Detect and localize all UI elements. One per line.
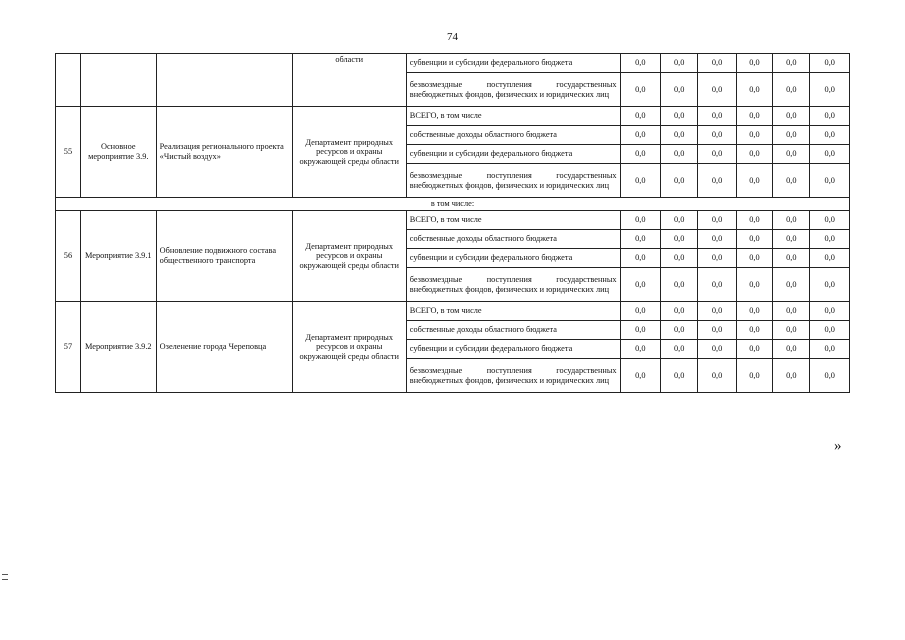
cell-type: Основное мероприятие 3.9. xyxy=(80,107,156,198)
cell-value: 0,0 xyxy=(810,164,850,198)
cell-value: 0,0 xyxy=(810,359,850,393)
cell-value: 0,0 xyxy=(661,268,698,302)
cell-value: 0,0 xyxy=(698,126,736,145)
table-row xyxy=(56,211,850,230)
cell-value: 0,0 xyxy=(698,73,736,107)
cell-value: 0,0 xyxy=(620,321,660,340)
scan-edge-mark xyxy=(2,574,8,580)
cell-value: 0,0 xyxy=(736,268,772,302)
cell-source: ВСЕГО, в том числе xyxy=(406,302,620,321)
cell-source: субвенции и субсидии федерального бюджета xyxy=(406,145,620,164)
cell-value: 0,0 xyxy=(736,359,772,393)
cell-value: 0,0 xyxy=(736,54,772,73)
table-row xyxy=(56,302,850,321)
cell-value: 0,0 xyxy=(810,126,850,145)
cell-executor: области xyxy=(292,54,406,107)
cell-name xyxy=(156,54,292,107)
cell-value: 0,0 xyxy=(698,340,736,359)
cell-type: Мероприятие 3.9.2 xyxy=(80,302,156,393)
cell-value: 0,0 xyxy=(620,126,660,145)
cell-executor: Департамент природных ресурсов и охраны окружающей среды области xyxy=(292,211,406,302)
cell-value: 0,0 xyxy=(620,340,660,359)
cell-value: 0,0 xyxy=(773,54,810,73)
cell-value: 0,0 xyxy=(773,321,810,340)
cell-source: безвозмездные поступления государственных внебюджетных фондов, физических и юридических лиц xyxy=(406,268,620,302)
cell-value: 0,0 xyxy=(620,54,660,73)
cell-value: 0,0 xyxy=(620,302,660,321)
cell-executor: Департамент природных ресурсов и охраны окружающей среды области xyxy=(292,302,406,393)
cell-value: 0,0 xyxy=(661,359,698,393)
cell-value: 0,0 xyxy=(661,211,698,230)
cell-value: 0,0 xyxy=(661,145,698,164)
cell-value: 0,0 xyxy=(661,340,698,359)
cell-value: 0,0 xyxy=(773,359,810,393)
cell-value: 0,0 xyxy=(810,340,850,359)
table-row xyxy=(56,198,850,211)
closing-quote-mark: » xyxy=(834,438,842,454)
cell-value: 0,0 xyxy=(736,126,772,145)
cell-value: 0,0 xyxy=(620,230,660,249)
cell-value: 0,0 xyxy=(620,73,660,107)
cell-value: 0,0 xyxy=(810,249,850,268)
cell-value: 0,0 xyxy=(736,107,772,126)
cell-value: 0,0 xyxy=(620,107,660,126)
cell-source: безвозмездные поступления государственных внебюджетных фондов, физических и юридических лиц xyxy=(406,73,620,107)
cell-executor: Департамент природных ресурсов и охраны окружающей среды области xyxy=(292,107,406,198)
cell-value: 0,0 xyxy=(620,211,660,230)
cell-value: 0,0 xyxy=(773,126,810,145)
cell-source: безвозмездные поступления государственных внебюджетных фондов, физических и юридических лиц xyxy=(406,359,620,393)
cell-value: 0,0 xyxy=(620,164,660,198)
cell-value: 0,0 xyxy=(698,268,736,302)
funding-table xyxy=(55,53,850,393)
cell-value: 0,0 xyxy=(698,211,736,230)
cell-type xyxy=(80,54,156,107)
cell-value: 0,0 xyxy=(736,302,772,321)
cell-value: 0,0 xyxy=(736,321,772,340)
cell-num xyxy=(56,54,81,107)
cell-value: 0,0 xyxy=(810,268,850,302)
cell-type: Мероприятие 3.9.1 xyxy=(80,211,156,302)
cell-value: 0,0 xyxy=(661,321,698,340)
cell-value: 0,0 xyxy=(773,230,810,249)
cell-value: 0,0 xyxy=(736,164,772,198)
cell-value: 0,0 xyxy=(773,340,810,359)
cell-value: 0,0 xyxy=(773,107,810,126)
cell-value: 0,0 xyxy=(698,302,736,321)
cell-source: безвозмездные поступления государственных внебюджетных фондов, физических и юридических лиц xyxy=(406,164,620,198)
cell-value: 0,0 xyxy=(810,302,850,321)
cell-value: 0,0 xyxy=(773,268,810,302)
cell-value: 0,0 xyxy=(810,73,850,107)
cell-num: 57 xyxy=(56,302,81,393)
cell-value: 0,0 xyxy=(698,107,736,126)
cell-value: 0,0 xyxy=(698,359,736,393)
cell-source: ВСЕГО, в том числе xyxy=(406,211,620,230)
cell-value: 0,0 xyxy=(661,126,698,145)
cell-value: 0,0 xyxy=(810,321,850,340)
cell-source: субвенции и субсидии федерального бюджета xyxy=(406,340,620,359)
cell-value: 0,0 xyxy=(810,145,850,164)
cell-value: 0,0 xyxy=(773,73,810,107)
cell-value: 0,0 xyxy=(620,268,660,302)
cell-value: 0,0 xyxy=(661,230,698,249)
cell-value: 0,0 xyxy=(698,145,736,164)
cell-value: 0,0 xyxy=(773,249,810,268)
table-row xyxy=(56,54,850,73)
cell-value: 0,0 xyxy=(698,321,736,340)
cell-value: 0,0 xyxy=(736,211,772,230)
cell-value: 0,0 xyxy=(661,249,698,268)
cell-value: 0,0 xyxy=(810,211,850,230)
cell-value: 0,0 xyxy=(736,145,772,164)
cell-value: 0,0 xyxy=(810,54,850,73)
cell-value: 0,0 xyxy=(810,230,850,249)
table-row xyxy=(56,107,850,126)
cell-value: 0,0 xyxy=(698,249,736,268)
cell-value: 0,0 xyxy=(620,249,660,268)
cell-value: 0,0 xyxy=(773,164,810,198)
page-number: 74 xyxy=(447,31,458,43)
cell-value: 0,0 xyxy=(736,73,772,107)
cell-source: собственные доходы областного бюджета xyxy=(406,126,620,145)
cell-value: 0,0 xyxy=(810,107,850,126)
cell-num: 55 xyxy=(56,107,81,198)
cell-value: 0,0 xyxy=(661,302,698,321)
cell-value: 0,0 xyxy=(773,211,810,230)
cell-name: Озеленение города Череповца xyxy=(156,302,292,393)
cell-name: Реализация регионального проекта «Чистый воздух» xyxy=(156,107,292,198)
cell-source: собственные доходы областного бюджета xyxy=(406,321,620,340)
cell-value: 0,0 xyxy=(661,164,698,198)
cell-value: 0,0 xyxy=(620,359,660,393)
cell-value: 0,0 xyxy=(773,302,810,321)
cell-value: 0,0 xyxy=(661,73,698,107)
cell-value: 0,0 xyxy=(736,249,772,268)
cell-value: 0,0 xyxy=(661,54,698,73)
cell-value: 0,0 xyxy=(736,340,772,359)
cell-value: 0,0 xyxy=(620,145,660,164)
cell-value: 0,0 xyxy=(698,54,736,73)
cell-source: субвенции и субсидии федерального бюджета xyxy=(406,249,620,268)
in-that-note: в том числе: xyxy=(56,198,850,211)
cell-value: 0,0 xyxy=(773,145,810,164)
cell-value: 0,0 xyxy=(698,230,736,249)
cell-value: 0,0 xyxy=(661,107,698,126)
cell-value: 0,0 xyxy=(736,230,772,249)
cell-source: ВСЕГО, в том числе xyxy=(406,107,620,126)
cell-name: Обновление подвижного состава общественного транспорта xyxy=(156,211,292,302)
cell-source: субвенции и субсидии федерального бюджета xyxy=(406,54,620,73)
cell-num: 56 xyxy=(56,211,81,302)
cell-source: собственные доходы областного бюджета xyxy=(406,230,620,249)
cell-value: 0,0 xyxy=(698,164,736,198)
